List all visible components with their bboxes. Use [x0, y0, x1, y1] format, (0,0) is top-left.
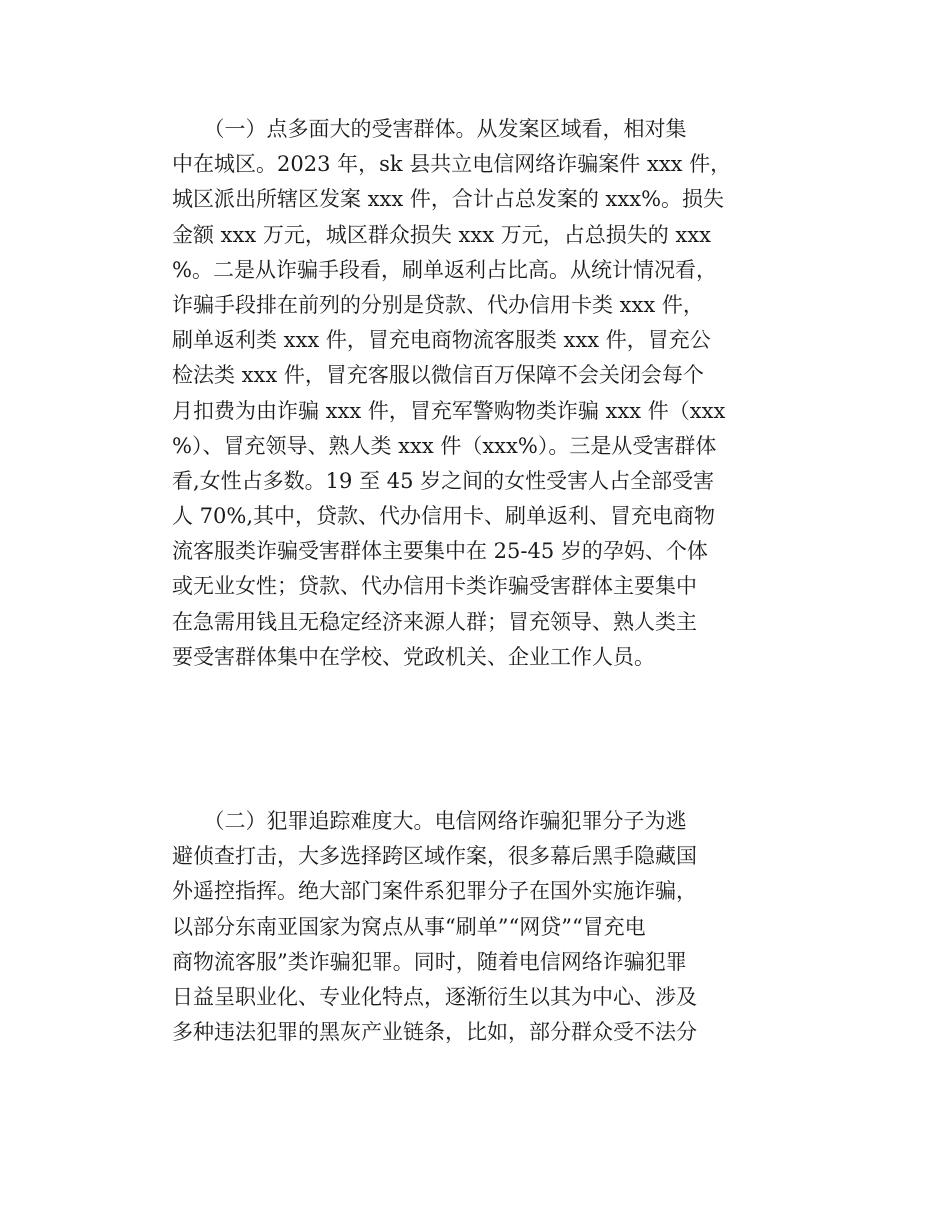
text-line: %。二是从诈骗手段看，刷单返利占比高。从统计情况看，	[172, 257, 717, 282]
text-line: （二）犯罪追踪难度大。电信网络诈骗犯罪分子为逃	[172, 809, 687, 833]
text-line: 日益呈职业化、专业化特点，逐渐衍生以其为中心、涉及	[172, 984, 697, 1009]
text-line: 外遥控指挥。绝大部门案件系犯罪分子在国外实施诈骗，	[172, 879, 697, 904]
text-line: 多种违法犯罪的黑灰产业链条，比如，部分群众受不法分	[172, 1020, 697, 1045]
text-line: 中在城区。2023 年，sk 县共立电信网络诈骗案件 xxx 件，	[172, 152, 732, 177]
text-line: （一）点多面大的受害群体。从发案区域看，相对集	[172, 117, 687, 141]
paragraph-tracking-difficulty	[172, 804, 812, 1050]
text-line: 检法类 xxx 件，冒充客服以微信百万保障不会关闭会每个	[172, 363, 704, 388]
text-line: 月扣费为由诈骗 xxx 件，冒充军警购物类诈骗 xxx 件（xxx	[172, 398, 726, 423]
text-line: 在急需用钱且无稳定经济来源人群；冒充领导、熟人类主	[172, 609, 697, 634]
text-line: 人 70%,其中，贷款、代办信用卡、刷单返利、冒充电商物	[172, 504, 716, 529]
text-line: %）、冒充领导、熟人类 xxx 件（xxx%）。三是从受害群体	[172, 433, 717, 458]
text-line: 商物流客服”类诈骗犯罪。同时，随着电信网络诈骗犯罪	[172, 949, 687, 974]
text-line: 要受害群体集中在学校、党政机关、企业工作人员。	[172, 644, 655, 669]
text-line: 金额 xxx 万元，城区群众损失 xxx 万元，占总损失的 xxx	[172, 222, 711, 247]
text-line: 或无业女性；贷款、代办信用卡类诈骗受害群体主要集中	[172, 574, 697, 599]
text-line: 以部分东南亚国家为窝点从事“刷单”“网贷”“冒充电	[172, 914, 646, 939]
text-line: 流客服类诈骗受害群体主要集中在 25-45 岁的孕妈、个体	[172, 539, 708, 564]
paragraph-victim-groups	[172, 112, 812, 675]
text-line: 刷单返利类 xxx 件，冒充电商物流客服类 xxx 件，冒充公	[172, 328, 711, 353]
text-line: 诈骗手段排在前列的分别是贷款、代办信用卡类 xxx 件，	[172, 292, 704, 317]
text-line: 看,女性占多数。19 至 45 岁之间的女性受害人占全部受害	[172, 468, 715, 493]
text-line: 避侦查打击，大多选择跨区域作案，很多幕后黑手隐藏国	[172, 844, 697, 869]
text-line: 城区派出所辖区发案 xxx 件，合计占总发案的 xxx%。损失	[172, 187, 725, 212]
